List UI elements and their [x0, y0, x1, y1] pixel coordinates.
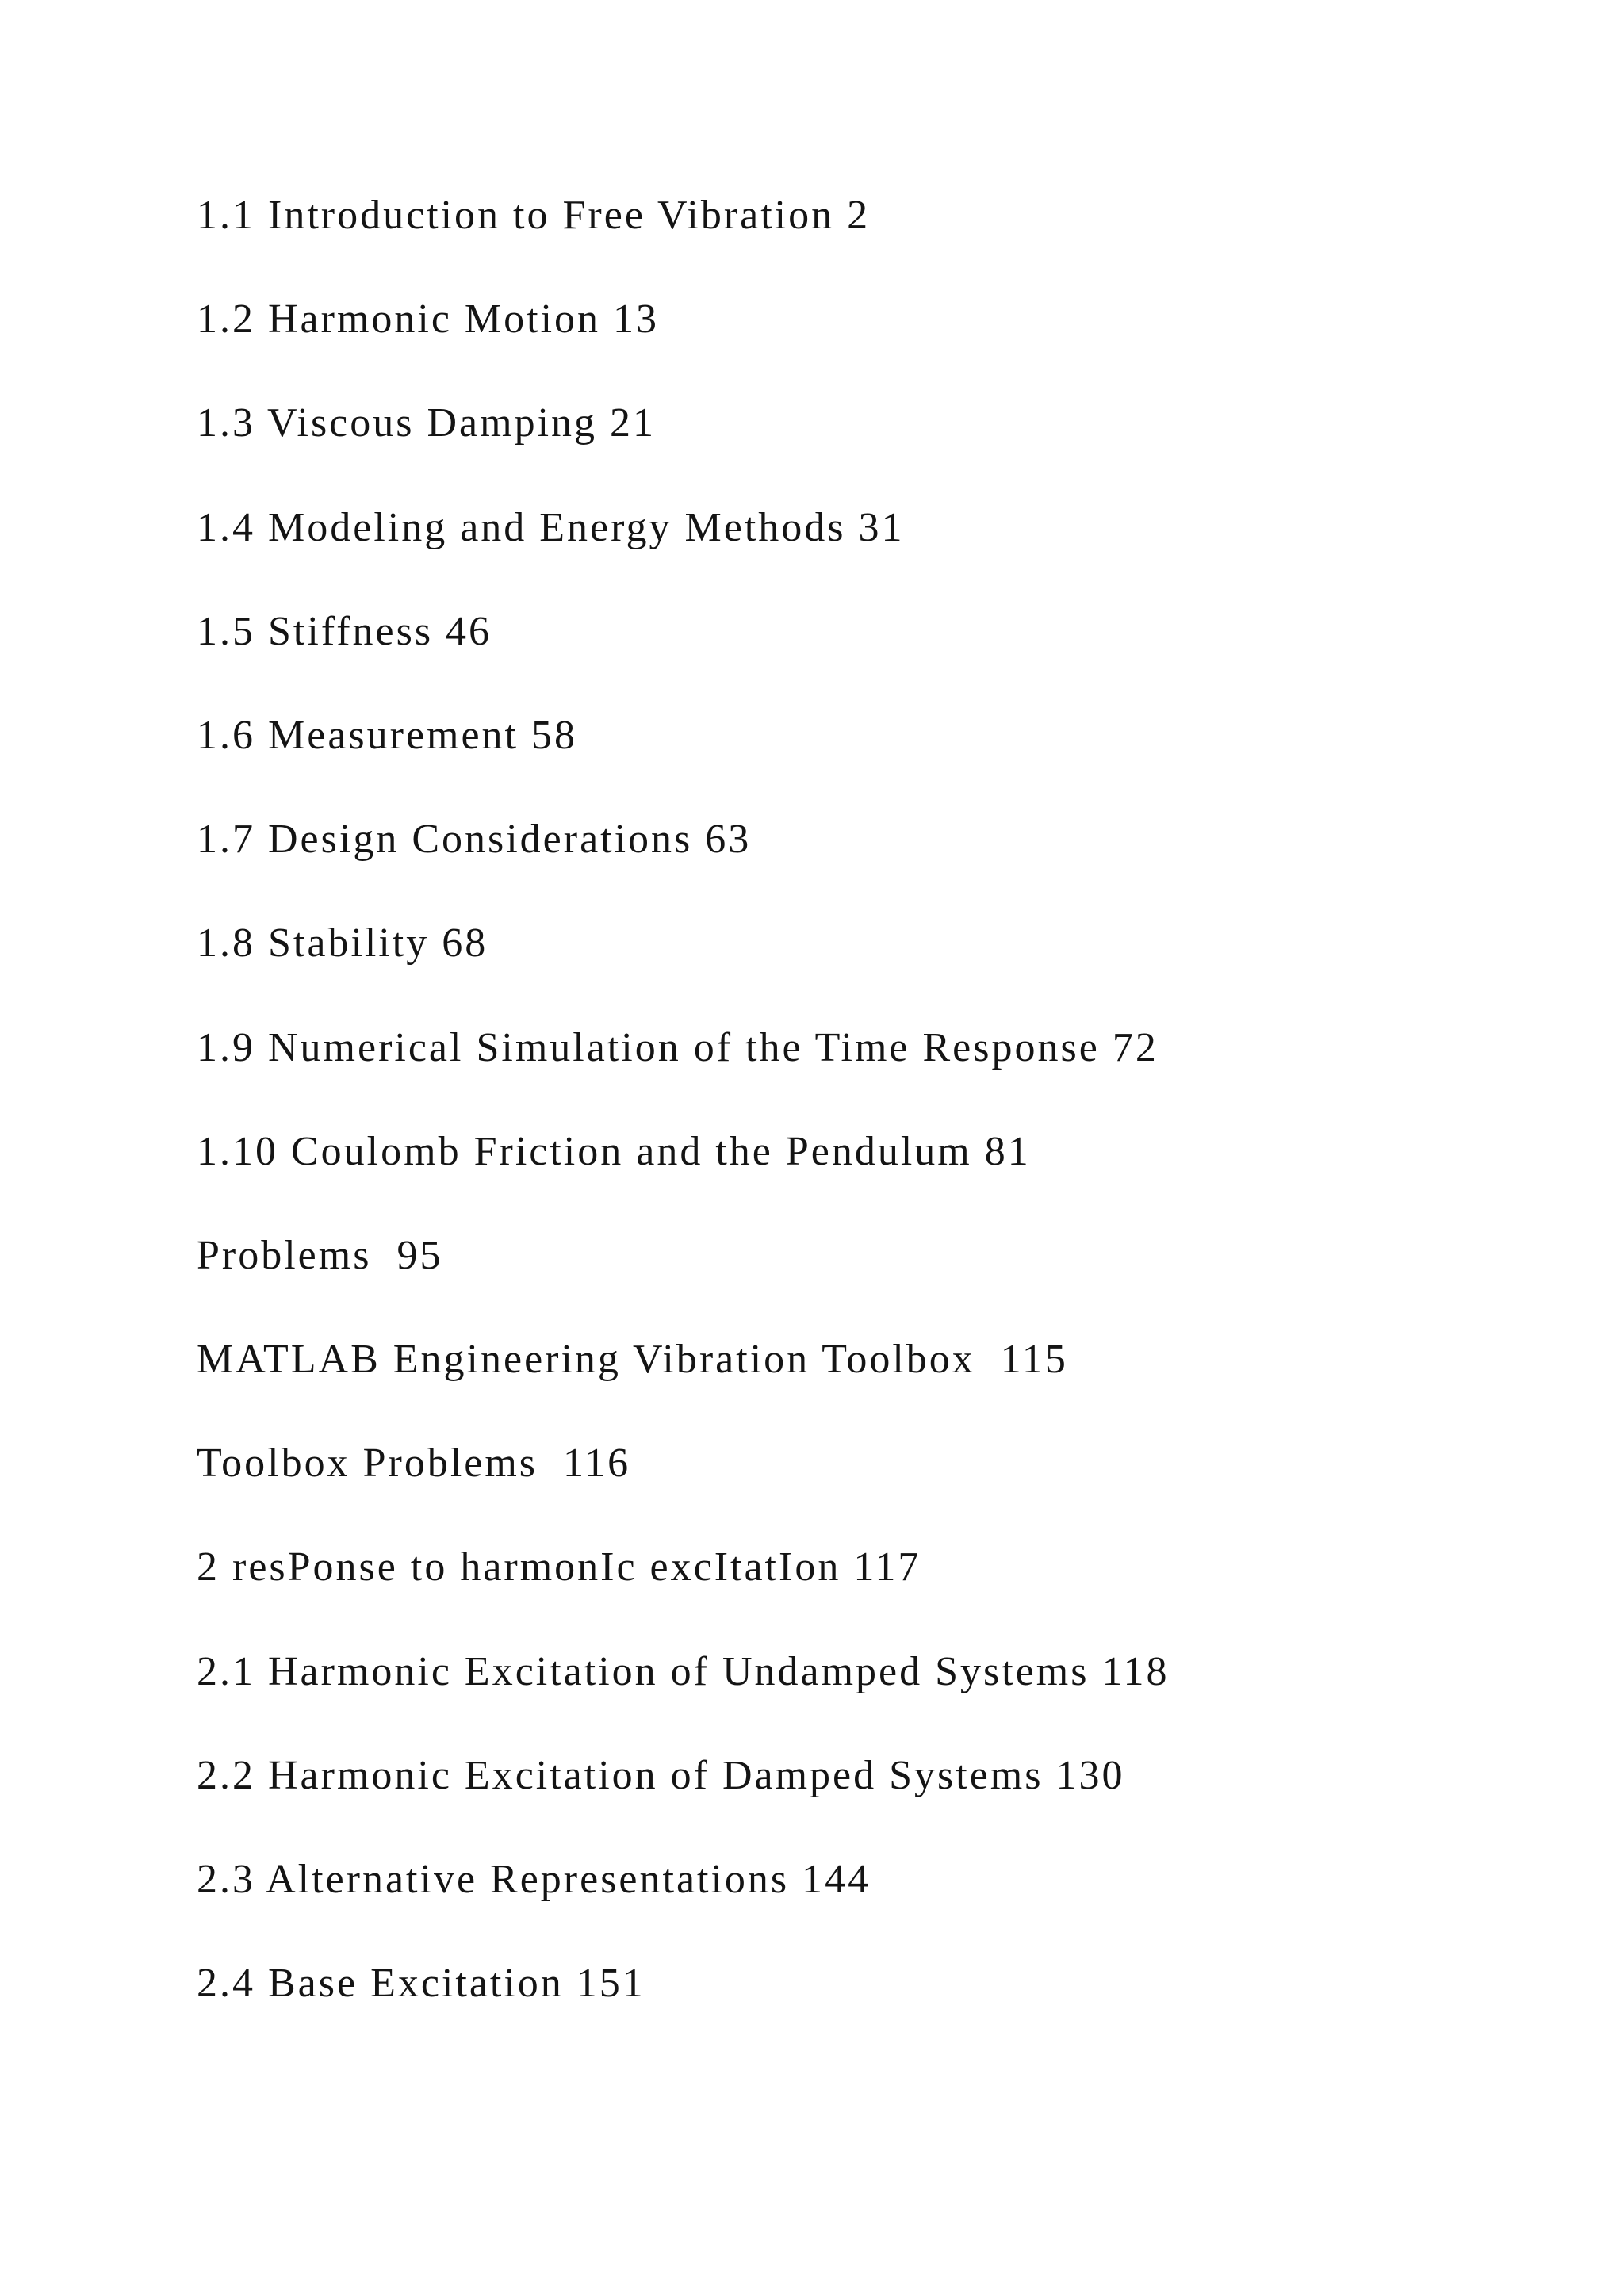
toc-entry: Problems 95 [197, 1232, 443, 1278]
toc-entry: 1.7 Design Considerations 63 [197, 817, 752, 863]
toc-entry: 1.8 Stability 68 [197, 920, 488, 966]
toc-entry: 1.6 Measurement 58 [197, 712, 578, 758]
toc-entry: 1.4 Modeling and Energy Methods 31 [197, 504, 905, 550]
toc-entry: 2.1 Harmonic Excitation of Undamped Systems 118 [197, 1648, 1170, 1694]
toc-entry: 2.4 Base Excitation 151 [197, 1961, 645, 2007]
toc-entry: 1.5 Stiffness 46 [197, 608, 492, 654]
toc-chapter-heading: 2 resPonse to harmonIc excItatIon 117 [197, 1544, 921, 1590]
toc-entry: 1.1 Introduction to Free Vibration 2 [197, 193, 871, 238]
toc-entry: 1.2 Harmonic Motion 13 [197, 297, 660, 342]
toc-entry: 2.3 Alternative Representations 144 [197, 1857, 871, 1902]
toc-entry: 1.3 Viscous Damping 21 [197, 400, 657, 446]
toc-entry: MATLAB Engineering Vibration Toolbox 115 [197, 1337, 1068, 1383]
toc-entry: 2.2 Harmonic Excitation of Damped Systems 130 [197, 1752, 1125, 1798]
toc-entry: 1.10 Coulomb Friction and the Pendulum 81 [197, 1128, 1031, 1174]
toc-entry: Toolbox Problems 116 [197, 1441, 631, 1487]
table-of-contents [197, 192, 1170, 2064]
toc-entry: 1.9 Numerical Simulation of the Time Response 72 [197, 1024, 1159, 1070]
